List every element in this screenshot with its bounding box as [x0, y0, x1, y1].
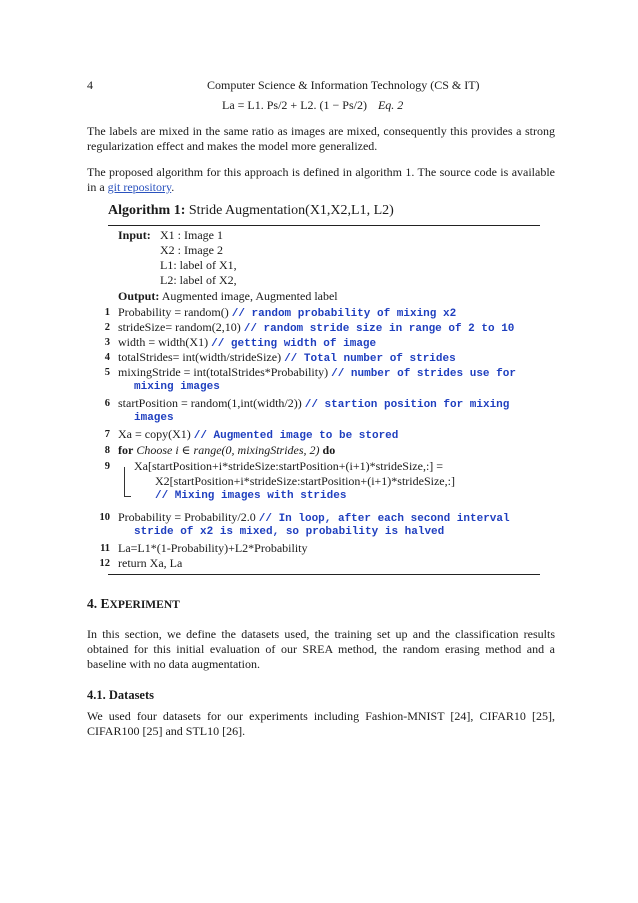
line-text: Probability = Probability/2.0 // In loop, after each second interval: [118, 510, 510, 525]
line-text: Probability = random() // random probability of mixing x2: [118, 305, 457, 320]
algo-line-10-comment-cont: stride of x2 is mixed, so probability is halved: [134, 526, 445, 538]
algorithm-label: Algorithm 1:: [108, 203, 186, 218]
section-paragraph: In this section, we define the datasets used, the training set up and the classification results obtained for this initial evaluation of our SREA method, the random erasing method and a baseline with no data augmentation.: [87, 627, 555, 671]
input-l1: L1: label of X1,: [160, 258, 237, 272]
line-number: 10: [99, 512, 110, 523]
algo-line-9-cont: X2[startPosition+i*strideSize:startPosition+(i+1)*strideSize,:]: [155, 474, 455, 488]
line-comment: // Augmented image to be stored: [193, 430, 399, 442]
line-comment: // Total number of strides: [284, 353, 456, 365]
section-number: 4.: [87, 596, 98, 611]
line-number: 4: [104, 352, 110, 363]
keyword-do: do: [322, 443, 336, 457]
line-number: 9: [104, 461, 110, 472]
loop-body-bracket: [124, 467, 131, 497]
algorithm-name: Stride Augmentation(X1,X2,L1, L2): [188, 203, 394, 218]
line-number: 5: [104, 367, 110, 378]
paragraph-text-end: .: [171, 180, 175, 194]
subsection-heading: 4.1. Datasets: [87, 688, 155, 702]
section-title-first: E: [100, 596, 110, 611]
equation-2: [222, 98, 403, 113]
line-comment: // getting width of image: [211, 338, 377, 350]
line-comment: // In loop, after each second interval: [258, 513, 510, 525]
line-text: mixingStride = int(totalStrides*Probability) // number of strides use for: [118, 365, 516, 380]
line-text: strideSize= random(2,10) // random stride size in range of 2 to 10: [118, 320, 515, 335]
input-x1: X1 : Image 1: [160, 228, 223, 242]
line-text: La=L1*(1-Probability)+L2*Probability: [118, 541, 308, 555]
algorithm-title: [108, 203, 394, 219]
line-comment: // startion position for mixing: [304, 399, 510, 411]
line-number: 7: [104, 429, 110, 440]
equation-tag: Eq. 2: [377, 98, 404, 112]
algo-line-9-comment: // Mixing images with strides: [155, 490, 347, 502]
line-text: [118, 443, 335, 458]
line-number: 6: [104, 398, 110, 409]
line-number: 3: [104, 337, 110, 348]
line-text: Xa[startPosition+i*strideSize:startPosition+(i+1)*strideSize,:] =: [134, 459, 444, 473]
git-repository-link[interactable]: git repository: [107, 180, 172, 194]
line-text: startPosition = random(1,int(width/2)) // startion position for mixing: [118, 396, 510, 411]
line-text: return Xa, La: [118, 556, 183, 570]
algorithm-input-label: Input:: [118, 228, 151, 242]
line-number: 2: [104, 322, 110, 333]
page-number: 4: [87, 78, 93, 92]
running-header: Computer Science & Information Technology (CS & IT): [207, 78, 480, 92]
subsection-paragraph: We used four datasets for our experiments including Fashion-MNIST [24], CIFAR10 [25], CIFAR100 [25] and STL10 [26].: [87, 709, 555, 738]
input-l2: L2: label of X2,: [160, 273, 237, 287]
line-number: 11: [100, 543, 110, 554]
algo-line-5-comment-cont: mixing images: [134, 381, 220, 393]
line-number: 8: [104, 445, 110, 456]
algo-line-6-comment-cont: images: [134, 412, 174, 424]
algorithm-top-rule: [108, 225, 540, 226]
algorithm-output: [118, 289, 338, 304]
paragraph-text: The proposed algorithm for this approach is defined in algorithm 1. The source code is available in a: [87, 165, 555, 194]
line-comment: // random stride size in range of 2 to 10: [243, 323, 515, 335]
input-x2: X2 : Image 2: [160, 243, 223, 257]
line-comment: // random probability of mixing x2: [231, 308, 457, 320]
output-label: Output:: [118, 289, 160, 303]
section-title-rest: XPERIMENT: [109, 599, 180, 611]
equation-body: La = L1. Ps/2 + L2. (1 − Ps/2): [222, 98, 367, 112]
line-text: Xa = copy(X1) // Augmented image to be stored: [118, 427, 399, 442]
line-number: 12: [99, 558, 110, 569]
line-text: totalStrides= int(width/strideSize) // Total number of strides: [118, 350, 456, 365]
keyword-for: for: [118, 443, 134, 457]
paragraph-labels-mixed: The labels are mixed in the same ratio as images are mixed, consequently this provides a strong regularization effect and makes the model more generalized.: [87, 124, 555, 153]
line-text: width = width(X1) // getting width of image: [118, 335, 377, 350]
line-comment: // number of strides use for: [331, 368, 516, 380]
paragraph-algorithm-intro: [87, 165, 555, 195]
loop-condition: Choose i ∈ range(0, mixingStrides, 2): [136, 443, 320, 457]
output-text: Augmented image, Augmented label: [161, 289, 338, 303]
section-heading: [87, 596, 180, 612]
line-number: 1: [104, 307, 110, 318]
algorithm-bottom-rule: [108, 574, 540, 575]
